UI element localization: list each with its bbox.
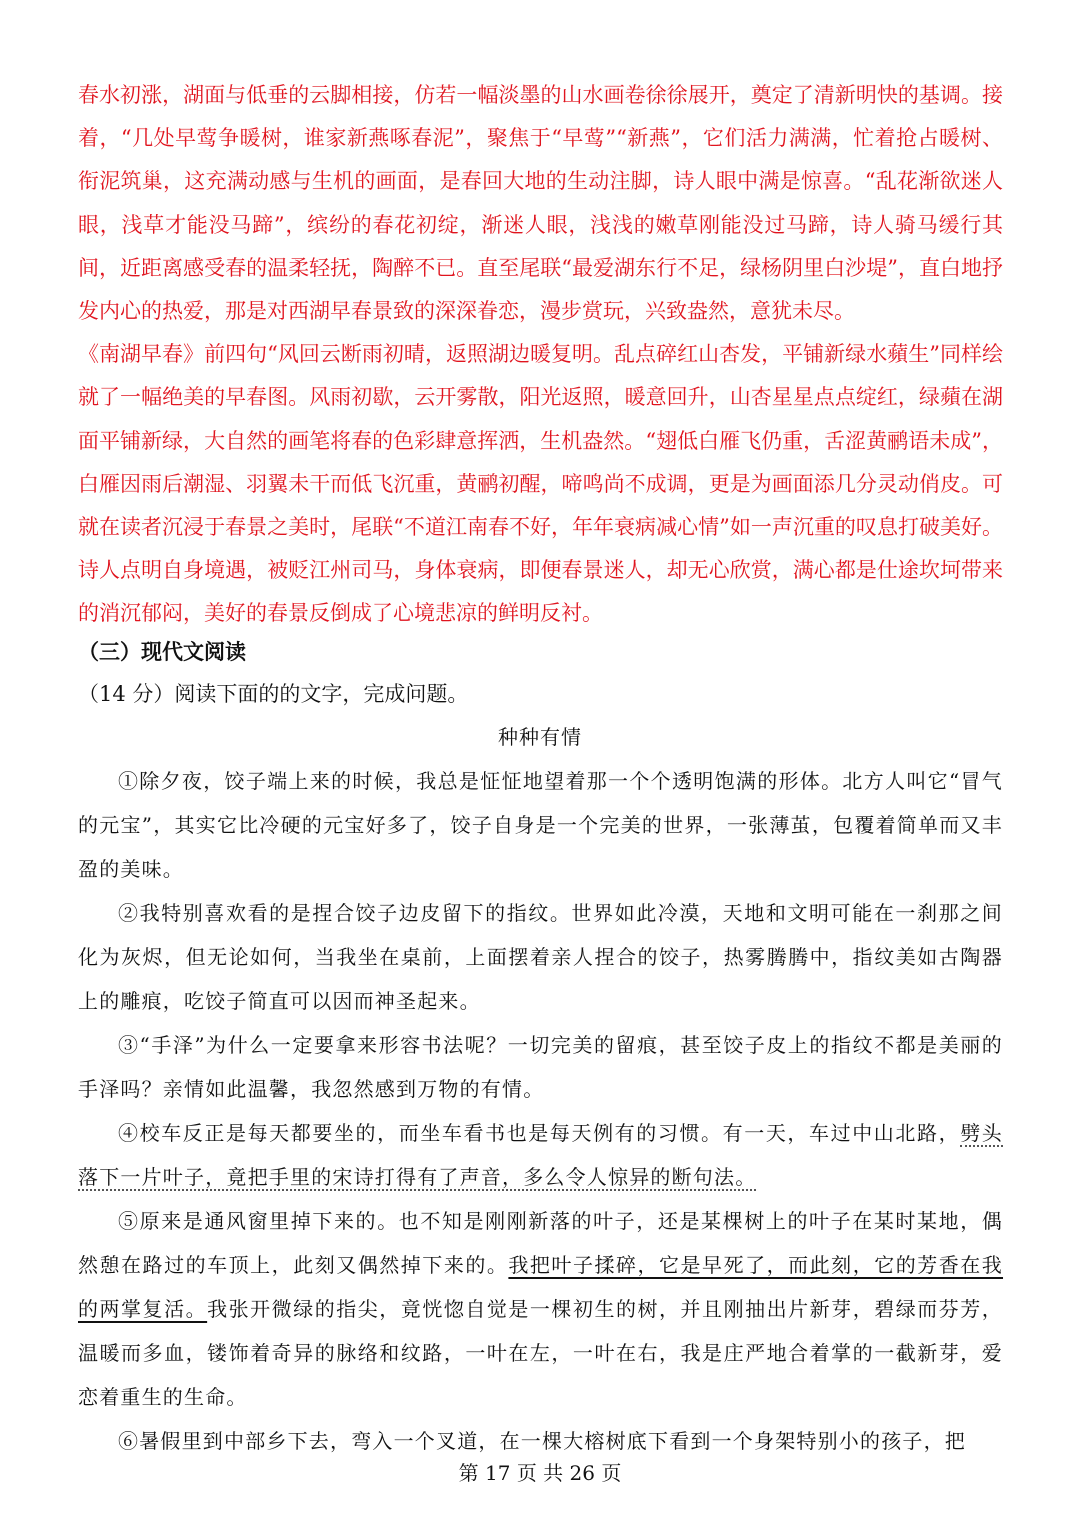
essay-body: [78, 759, 1003, 1463]
essay-paragraph-5-text-before: ⑤原来是通风窗里掉下来的。也不知是刚刚新落的叶子，还是某棵树上的叶子在某时某地，偶然憩在路过的车顶上，此刻又偶然掉下来的。: [78, 1209, 1003, 1277]
dotted-underlined-sentence: 劈头落下一片叶子，竟把手里的宋诗打得有了声音，多么令人惊异的断句法。: [78, 1121, 1003, 1189]
page-footer: 第 17 页 共 26 页: [458, 1461, 622, 1485]
section-title: （三）现代文阅读: [78, 639, 246, 664]
question-prompt: （14 分）阅读下面的的文字，完成问题。: [78, 682, 469, 706]
essay-paragraph-4-text: ④校车反正是每天都要坐的，而坐车看书也是每天例有的习惯。有一天，车过中山北路，: [118, 1121, 961, 1145]
answer-analysis: [78, 74, 1003, 636]
answer-paragraph-2: 《南湖早春》前四句“风回云断雨初晴，返照湖边暖复明。乱点碎红山杏发，平铺新绿水蘋生”同样绘就了一幅绝美的早春图。风雨初歇，云开雾散，阳光返照，暖意回升，山杏星星点点绽红，绿蘋在湖面平铺新绿，大自然的画笔将春的色彩肆意挥洒，生机盎然。“翅低白雁飞仍重，舌涩黄鹂语未成”，白雁因雨后潮湿、羽翼未干而低飞沉重，黄鹂初醒，啼鸣尚不成调，更是为画面添几分灵动俏皮。可就在读者沉浸于春景之美时，尾联“不道江南春不好，年年衰病减心情”如一声沉重的叹息打破美好。诗人点明自身境遇，被贬江州司马，身体衰病，即便春景迷人，却无心欣赏，满心都是仕途坎坷带来的消沉郁闷，美好的春景反倒成了心境悲凉的鲜明反衬。: [78, 342, 1003, 626]
essay-title: 种种有情: [498, 725, 582, 749]
underlined-sentence: 我把叶子揉碎，它是早死了，而此刻，它的芳香在我的两掌复活。: [78, 1253, 1004, 1321]
answer-paragraph-1: 春水初涨，湖面与低垂的云脚相接，仿若一幅淡墨的山水画卷徐徐展开，奠定了清新明快的基调。接着，“几处早莺争暖树，谁家新燕啄春泥”，聚焦于“早莺”“新燕”，它们活力满满，忙着抢占暖树、衔泥筑巢，这充满动感与生机的画面，是春回大地的生动注脚，诗人眼中满是惊喜。“乱花渐欲迷人眼，浅草才能没马蹄”，缤纷的春花初绽，渐迷人眼，浅浅的嫩草刚能没过马蹄，诗人骑马缓行其间，近距离感受春的温柔轻抚，陶醉不已。直至尾联“最爱湖东行不足，绿杨阴里白沙堤”，直白地抒发内心的热爱，那是对西湖早春景致的深深眷恋，漫步赏玩，兴致盎然，意犹未尽。: [78, 83, 1003, 324]
essay-paragraph-3: ③“手泽”为什么一定要拿来形容书法呢？一切完美的留痕，甚至饺子皮上的指纹不都是美丽的手泽吗？亲情如此温馨，我忽然感到万物的有情。: [78, 1033, 1003, 1101]
essay-paragraph-5-text-after: 我张开微绿的指尖，竟恍惚自觉是一棵初生的树，并且刚抽出片新芽，碧绿而芬芳，温暖而多血，镂饰着奇异的脉络和纹路，一叶在左，一叶在右，我是庄严地合着掌的一截新芽，爱恋着重生的生命。: [78, 1297, 1004, 1409]
essay-paragraph-6: ⑥暑假里到中部乡下去，弯入一个叉道，在一棵大榕树底下看到一个身架特别小的孩子，把: [118, 1429, 966, 1453]
essay-paragraph-1: ①除夕夜，饺子端上来的时候，我总是怔怔地望着那一个个透明饱满的形体。北方人叫它“冒气的元宝”，其实它比冷硬的元宝好多了，饺子自身是一个完美的世界，一张薄茧，包覆着简单而又丰盈的美味。: [78, 769, 1003, 881]
essay-paragraph-5: [78, 1199, 1003, 1419]
essay-paragraph-2: ②我特别喜欢看的是捏合饺子边皮留下的指纹。世界如此冷漠，天地和文明可能在一刹那之间化为灰烬，但无论如何，当我坐在桌前，上面摆着亲人捏合的饺子，热雾腾腾中，指纹美如古陶器上的雕痕，吃饺子简直可以因而神圣起来。: [78, 901, 1003, 1013]
essay-paragraph-4: [78, 1111, 1003, 1199]
